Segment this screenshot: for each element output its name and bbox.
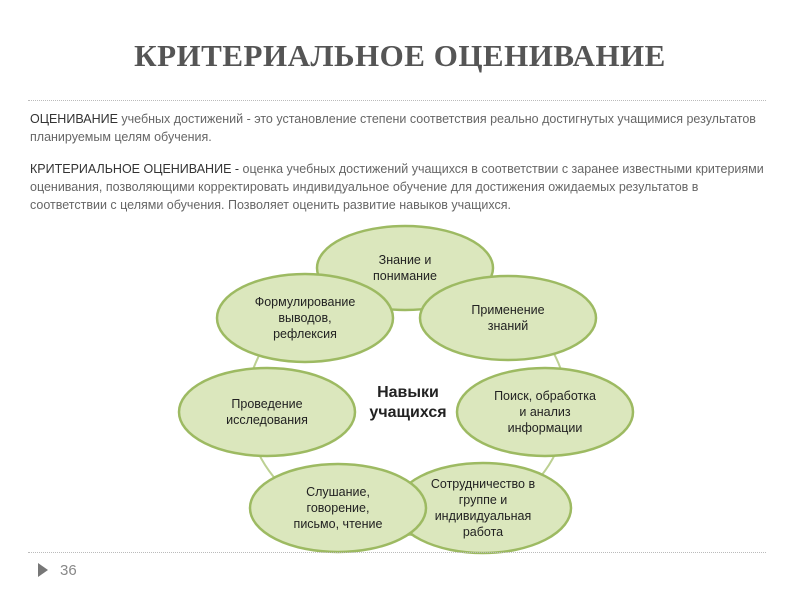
- skill-node-label-line: Применение: [471, 303, 545, 317]
- slide-title: КРИТЕРИАЛЬНОЕ ОЦЕНИВАНИЕ: [134, 38, 666, 73]
- center-label: [369, 384, 446, 421]
- center-label-line: учащихся: [369, 404, 447, 421]
- skill-node-label-line: группе и: [458, 493, 508, 507]
- skill-node-label-line: письмо, чтение: [293, 517, 383, 531]
- skill-node-label-line: работа: [462, 525, 504, 539]
- skill-node-label-line: говорение,: [306, 501, 370, 515]
- skill-node-label-line: индивидуальная: [434, 509, 532, 523]
- page-number: 36: [60, 562, 77, 579]
- definition-text: учебных достижений - это установление степени соответствия реально достигнутых учащимися результатов планируемым целям обучения.: [30, 112, 756, 144]
- skill-node-label-line: и анализ: [519, 405, 571, 419]
- bottom-divider: [28, 552, 766, 553]
- center-label-line: Навыки: [377, 384, 439, 401]
- skill-node-label-line: информации: [507, 421, 583, 435]
- skill-node-application: [420, 276, 596, 360]
- definition-term: КРИТЕРИАЛЬНОЕ ОЦЕНИВАНИЕ -: [30, 162, 240, 176]
- skill-node-label-line: рефлексия: [273, 327, 337, 341]
- skill-node-ellipse: [179, 368, 355, 456]
- skill-node-label-line: Знание и: [378, 253, 432, 267]
- skill-node-label-line: Поиск, обработка: [494, 389, 596, 403]
- skill-node-research: [179, 368, 355, 456]
- skill-node-label-line: Проведение: [231, 397, 303, 411]
- skill-node-ellipse: [420, 276, 596, 360]
- skill-node-label-line: Слушание,: [306, 485, 370, 499]
- skill-node-communication: [250, 464, 426, 552]
- skill-node-label-line: знаний: [487, 319, 529, 333]
- skill-node-label: [294, 485, 383, 531]
- skill-node-label-line: понимание: [373, 269, 437, 283]
- skill-node-reflection: [217, 274, 393, 362]
- definition-text: оценка учебных достижений учащихся в соответствии с заранее известными критериями оценивания, позволяющими корректировать индивидуальное обучение для достижения ожидаемых результатов в соответствии с целями обучения. Позволяет оценить развитие навыков учащихся.: [30, 162, 764, 212]
- play-arrow-icon: [38, 563, 48, 577]
- skill-node-label-line: Формулирование: [254, 295, 356, 309]
- skill-node-label-line: исследования: [226, 413, 308, 427]
- definition-term: ОЦЕНИВАНИЕ: [30, 112, 118, 126]
- skill-node-label-line: выводов,: [278, 311, 332, 325]
- skill-node-information: [457, 368, 633, 456]
- skill-node-label-line: Сотрудничество в: [430, 477, 536, 491]
